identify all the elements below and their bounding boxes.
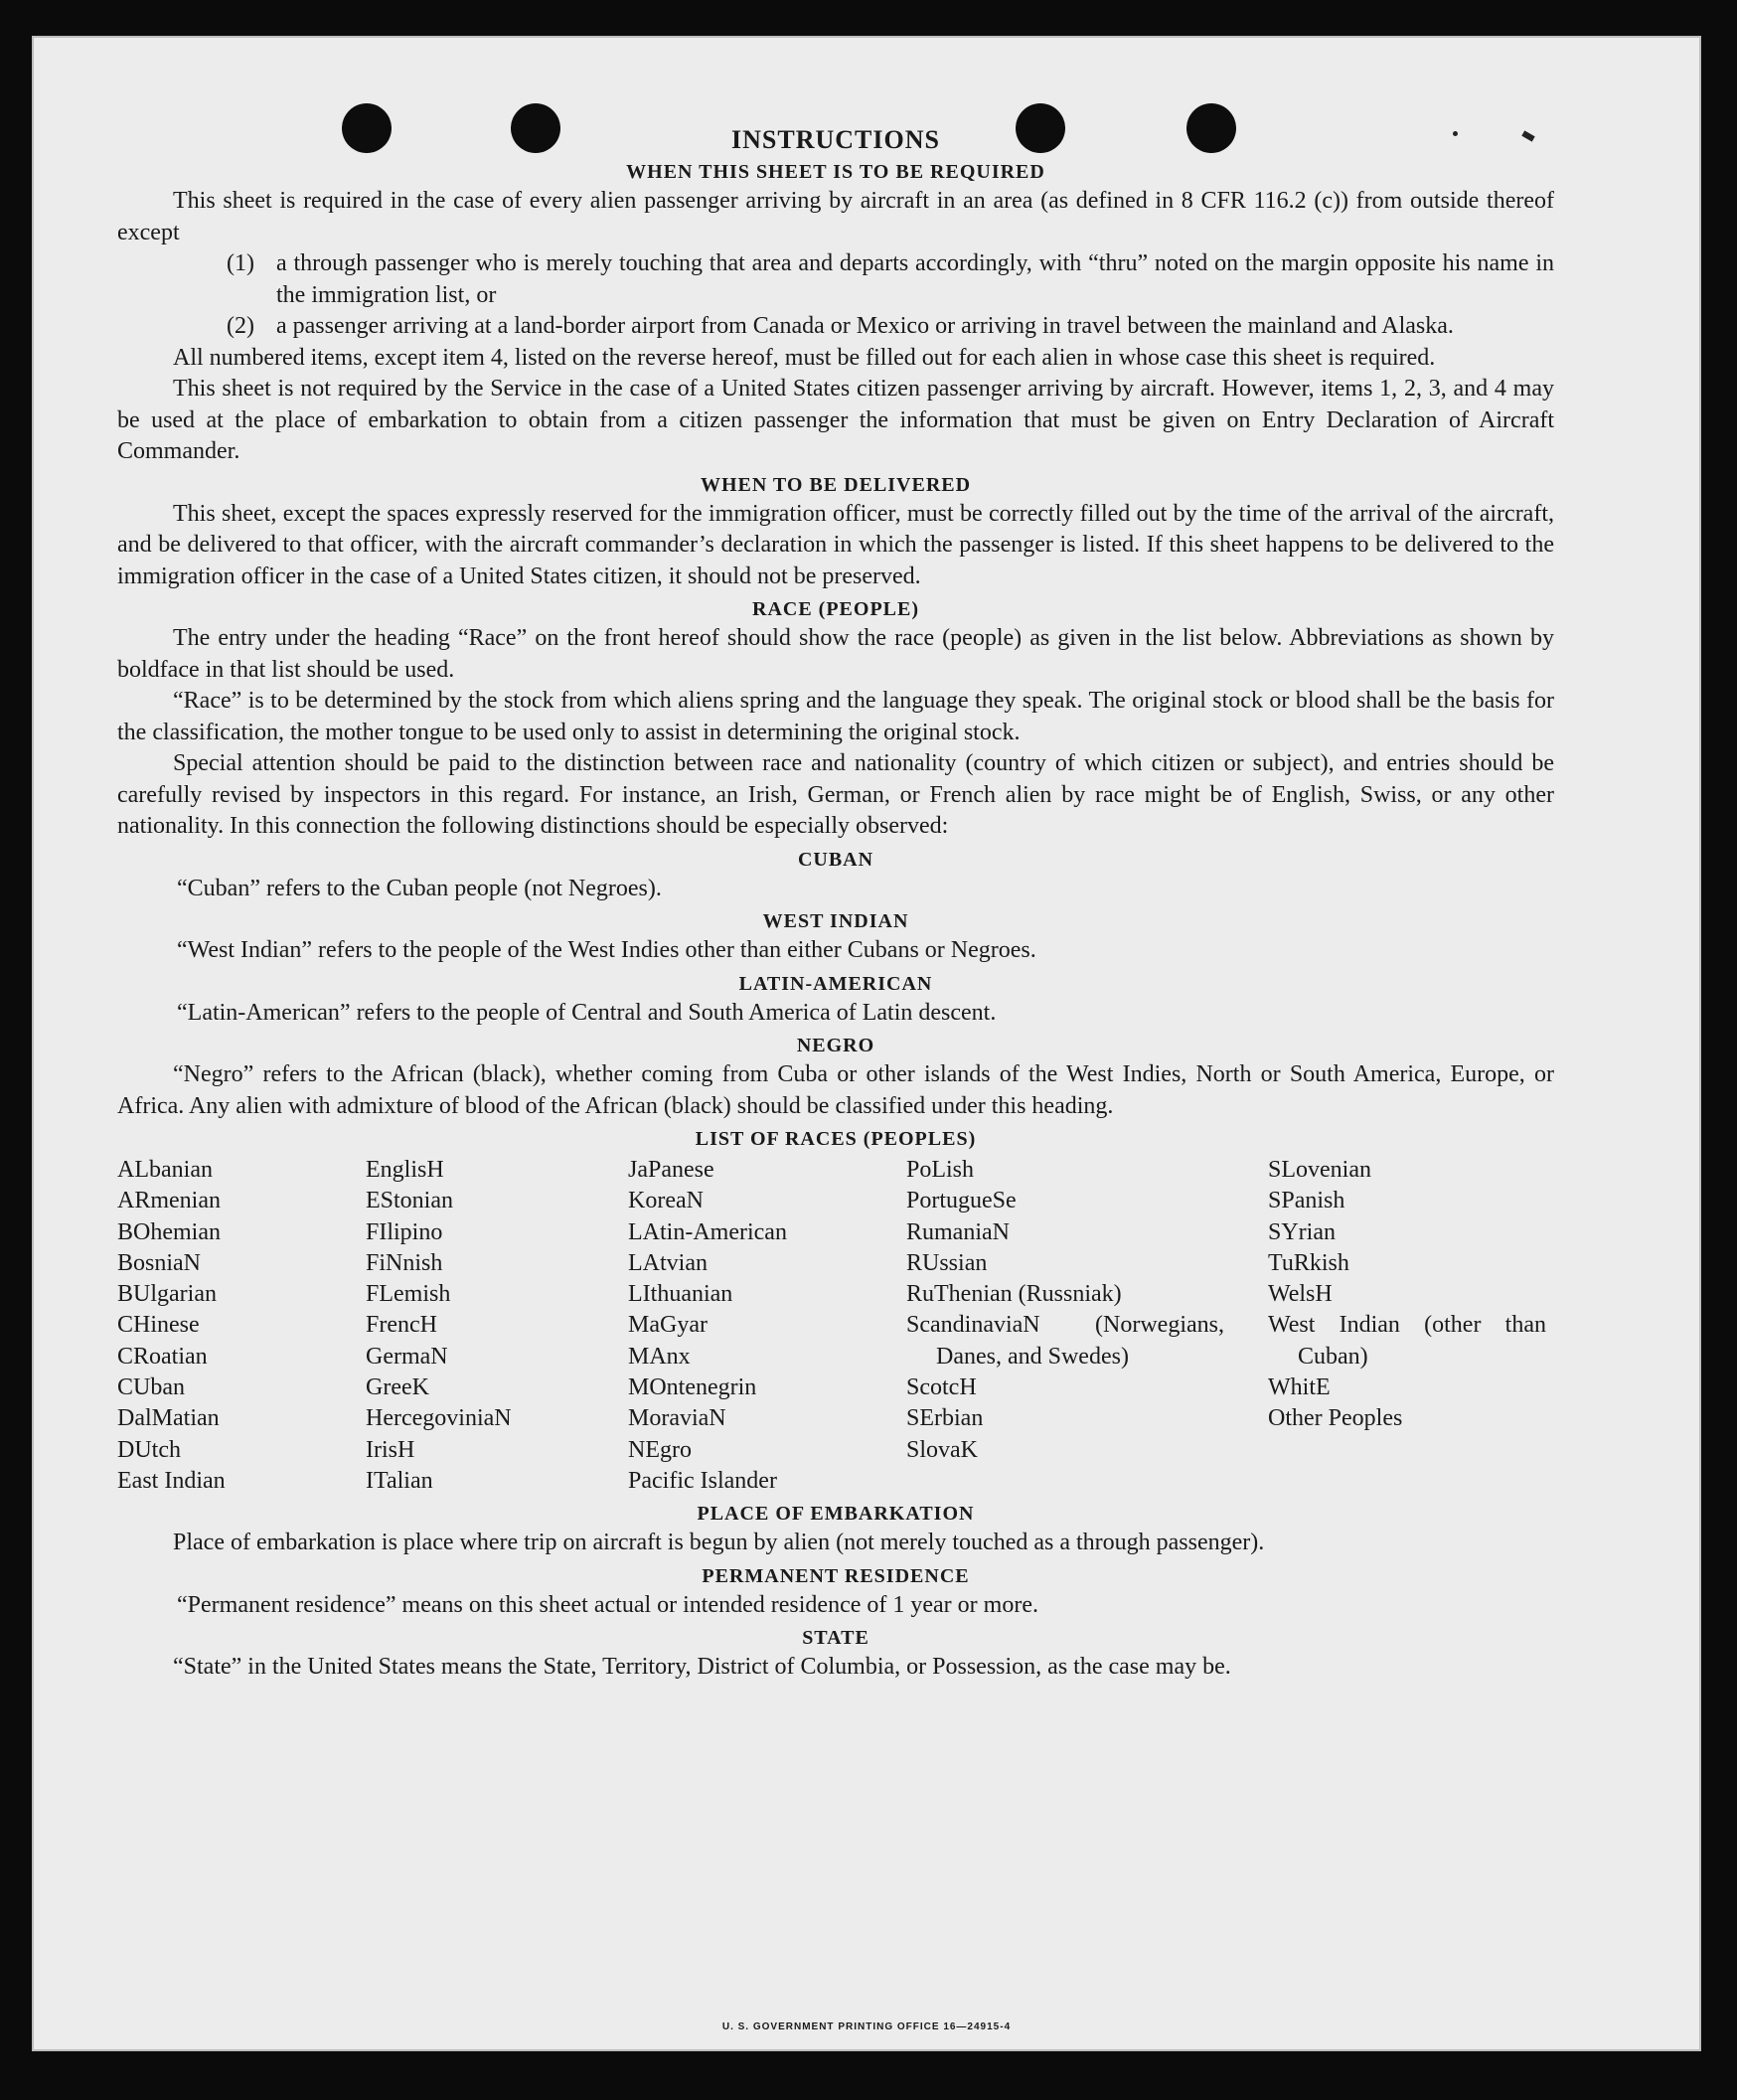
race-entry: ARmenian (117, 1188, 221, 1214)
definition-negro: “Negro” refers to the African (black), whether coming from Cuba or other islands of the West Indies, North or South America, Europe, or Africa. Any alien with admixture of blood of the African (black) should be classified under this heading. (117, 1061, 1554, 1119)
race-entry: CRoatian (117, 1343, 208, 1370)
race-entry: FLemish (366, 1281, 451, 1308)
race-entry: LAtvian (628, 1249, 708, 1276)
race-entry: BOhemian (117, 1218, 221, 1245)
race-entry: ALbanian (117, 1157, 213, 1183)
race-column (117, 1155, 366, 1497)
exception-text: a through passenger who is merely touching that area and departs accordingly, with “thru” noted on the margin opposite his name in the immigration list, or (276, 250, 1554, 308)
race-entry: BUlgarian (117, 1281, 217, 1308)
race-entry: IrisH (366, 1436, 415, 1463)
race-entry: SPanish (1268, 1188, 1345, 1214)
definition-latin-american: “Latin-American” refers to the people of Central and South America of Latin descent. (177, 999, 997, 1026)
paragraph-delivered: This sheet, except the spaces expressly reserved for the immigration officer, must be correctly filled out by the time of the arrival of the aircraft, and be delivered to that officer, with the aircraft commander’s declaration in which the passenger is listed. If this sheet happens to be delivered to the immigration officer in the case of a United States citizen, it should not be preserved. (117, 500, 1554, 589)
race-entry: BosniaN (117, 1249, 201, 1276)
race-entry: SlovaK (906, 1436, 978, 1463)
race-entry: West Indian (other than Cuban) (1268, 1312, 1546, 1370)
heading-when-delivered: WHEN TO BE DELIVERED (700, 473, 972, 496)
paragraph-state: “State” in the United States means the State, Territory, District of Columbia, or Possession, as the case may be. (173, 1654, 1231, 1681)
page-title: INSTRUCTIONS (731, 125, 940, 154)
paragraph-race-stock: “Race” is to be determined by the stock from which aliens spring and the language they speak. The original stock or blood shall be the basis for the classification, the mother tongue to be used only to assist in determining the original stock. (117, 688, 1554, 745)
race-entry: ITalian (366, 1467, 433, 1494)
race-entry: Pacific Islander (628, 1467, 777, 1494)
race-entry: NEgro (628, 1436, 692, 1463)
race-entry: TuRkish (1268, 1249, 1349, 1276)
exception-item (117, 248, 1554, 311)
paragraph-race-entry: The entry under the heading “Race” on the front hereof should show the race (people) as given in the list below. Abbreviations as shown by boldface in that list should be used. (117, 625, 1554, 683)
definition-west-indian: “West Indian” refers to the people of the West Indies other than either Cubans or Negroes. (177, 937, 1036, 963)
race-entry: EStonian (366, 1188, 453, 1214)
heading-state: STATE (802, 1627, 869, 1650)
race-entry: ScandinaviaN (Norwegians, Danes, and Swedes) (906, 1312, 1224, 1370)
exception-number: (1) (227, 250, 254, 276)
race-entry: WelsH (1268, 1281, 1333, 1308)
paragraph-permanent-residence: “Permanent residence” means on this sheet actual or intended residence of 1 year or more. (177, 1591, 1038, 1618)
race-entry: EnglisH (366, 1157, 444, 1183)
paragraph-citizen-passenger: This sheet is not required by the Service in the case of a United States citizen passenger arriving by aircraft. However, items 1, 2, 3, and 4 may be used at the place of embarkation to obtain from a citizen passenger the information that must be given on Entry Declaration of Aircraft Commander. (117, 376, 1554, 464)
definition-cuban: “Cuban” refers to the Cuban people (not Negroes). (177, 875, 662, 901)
race-entry: RuThenian (Russniak) (906, 1281, 1122, 1308)
exception-text: a passenger arriving at a land-border airport from Canada or Mexico or arriving in travel between the mainland and Alaska. (276, 313, 1454, 339)
race-entry: CHinese (117, 1312, 200, 1339)
race-entry: RumaniaN (906, 1218, 1010, 1245)
race-entry: FIlipino (366, 1218, 443, 1245)
heading-latin-american: LATIN-AMERICAN (738, 972, 933, 995)
heading-when-required: WHEN THIS SHEET IS TO BE REQUIRED (626, 161, 1045, 183)
exception-number: (2) (227, 313, 254, 339)
paragraph-race-nationality: Special attention should be paid to the distinction between race and nationality (country of which citizen or subject), and entries should be carefully revised by inspectors in this regard. For instance, an Irish, German, or French alien by race might be of English, Swiss, or any other nationality. In this connection the following distinctions should be especially observed: (117, 750, 1554, 839)
race-list (117, 1155, 1554, 1497)
race-entry: DUtch (117, 1436, 181, 1463)
race-entry: CUban (117, 1374, 185, 1401)
race-entry: SYrian (1268, 1218, 1336, 1245)
race-column (906, 1155, 1268, 1497)
race-column (628, 1155, 906, 1497)
race-entry: GreeK (366, 1374, 429, 1401)
heading-cuban: CUBAN (797, 848, 874, 871)
race-entry: MOntenegrin (628, 1374, 757, 1401)
race-entry: MoraviaN (628, 1405, 726, 1432)
race-entry: ScotcH (906, 1374, 977, 1401)
race-entry: LAtin-American (628, 1218, 787, 1245)
race-entry: SErbian (906, 1405, 984, 1432)
paragraph-numbered-items: All numbered items, except item 4, listed on the reverse hereof, must be filled out for each alien in whose case this sheet is required. (173, 344, 1436, 371)
race-entry: DalMatian (117, 1405, 220, 1432)
heading-list-of-races: LIST OF RACES (PEOPLES) (695, 1128, 977, 1150)
race-entry: WhitE (1268, 1374, 1331, 1401)
race-entry: LIthuanian (628, 1281, 733, 1308)
heading-west-indian: WEST INDIAN (762, 910, 909, 932)
heading-negro: NEGRO (796, 1035, 875, 1056)
race-entry: PoLish (906, 1157, 975, 1183)
race-column (366, 1155, 628, 1497)
printer-imprint: U. S. GOVERNMENT PRINTING OFFICE 16—24915-4 (721, 2021, 1012, 2032)
race-entry: MaGyar (628, 1312, 708, 1339)
paragraph-required-intro: This sheet is required in the case of every alien passenger arriving by aircraft in an area (as defined in 8 CFR 116.2 (c)) from outside thereof except (117, 188, 1554, 245)
race-entry: Other Peoples (1268, 1405, 1403, 1432)
race-entry: FrencH (366, 1312, 437, 1339)
race-entry: RUssian (906, 1249, 988, 1276)
exception-item (117, 311, 1554, 343)
race-entry: PortugueSe (906, 1188, 1017, 1214)
document-sheet (32, 36, 1701, 2051)
paragraph-embarkation: Place of embarkation is place where trip on aircraft is begun by alien (not merely touched as a through passenger). (173, 1530, 1265, 1556)
heading-permanent-residence: PERMANENT RESIDENCE (702, 1564, 970, 1587)
race-entry: SLovenian (1268, 1157, 1371, 1183)
race-column (1268, 1155, 1546, 1497)
instructions-content (117, 125, 1554, 1684)
race-entry: MAnx (628, 1343, 691, 1370)
heading-embarkation: PLACE OF EMBARKATION (697, 1503, 975, 1526)
race-entry: JaPanese (628, 1157, 714, 1183)
race-entry: East Indian (117, 1467, 226, 1494)
race-entry: HercegoviniaN (366, 1405, 512, 1432)
race-entry: GermaN (366, 1343, 448, 1370)
race-entry: FiNnish (366, 1249, 443, 1276)
race-entry: KoreaN (628, 1188, 704, 1214)
heading-race: RACE (PEOPLE) (752, 598, 919, 620)
